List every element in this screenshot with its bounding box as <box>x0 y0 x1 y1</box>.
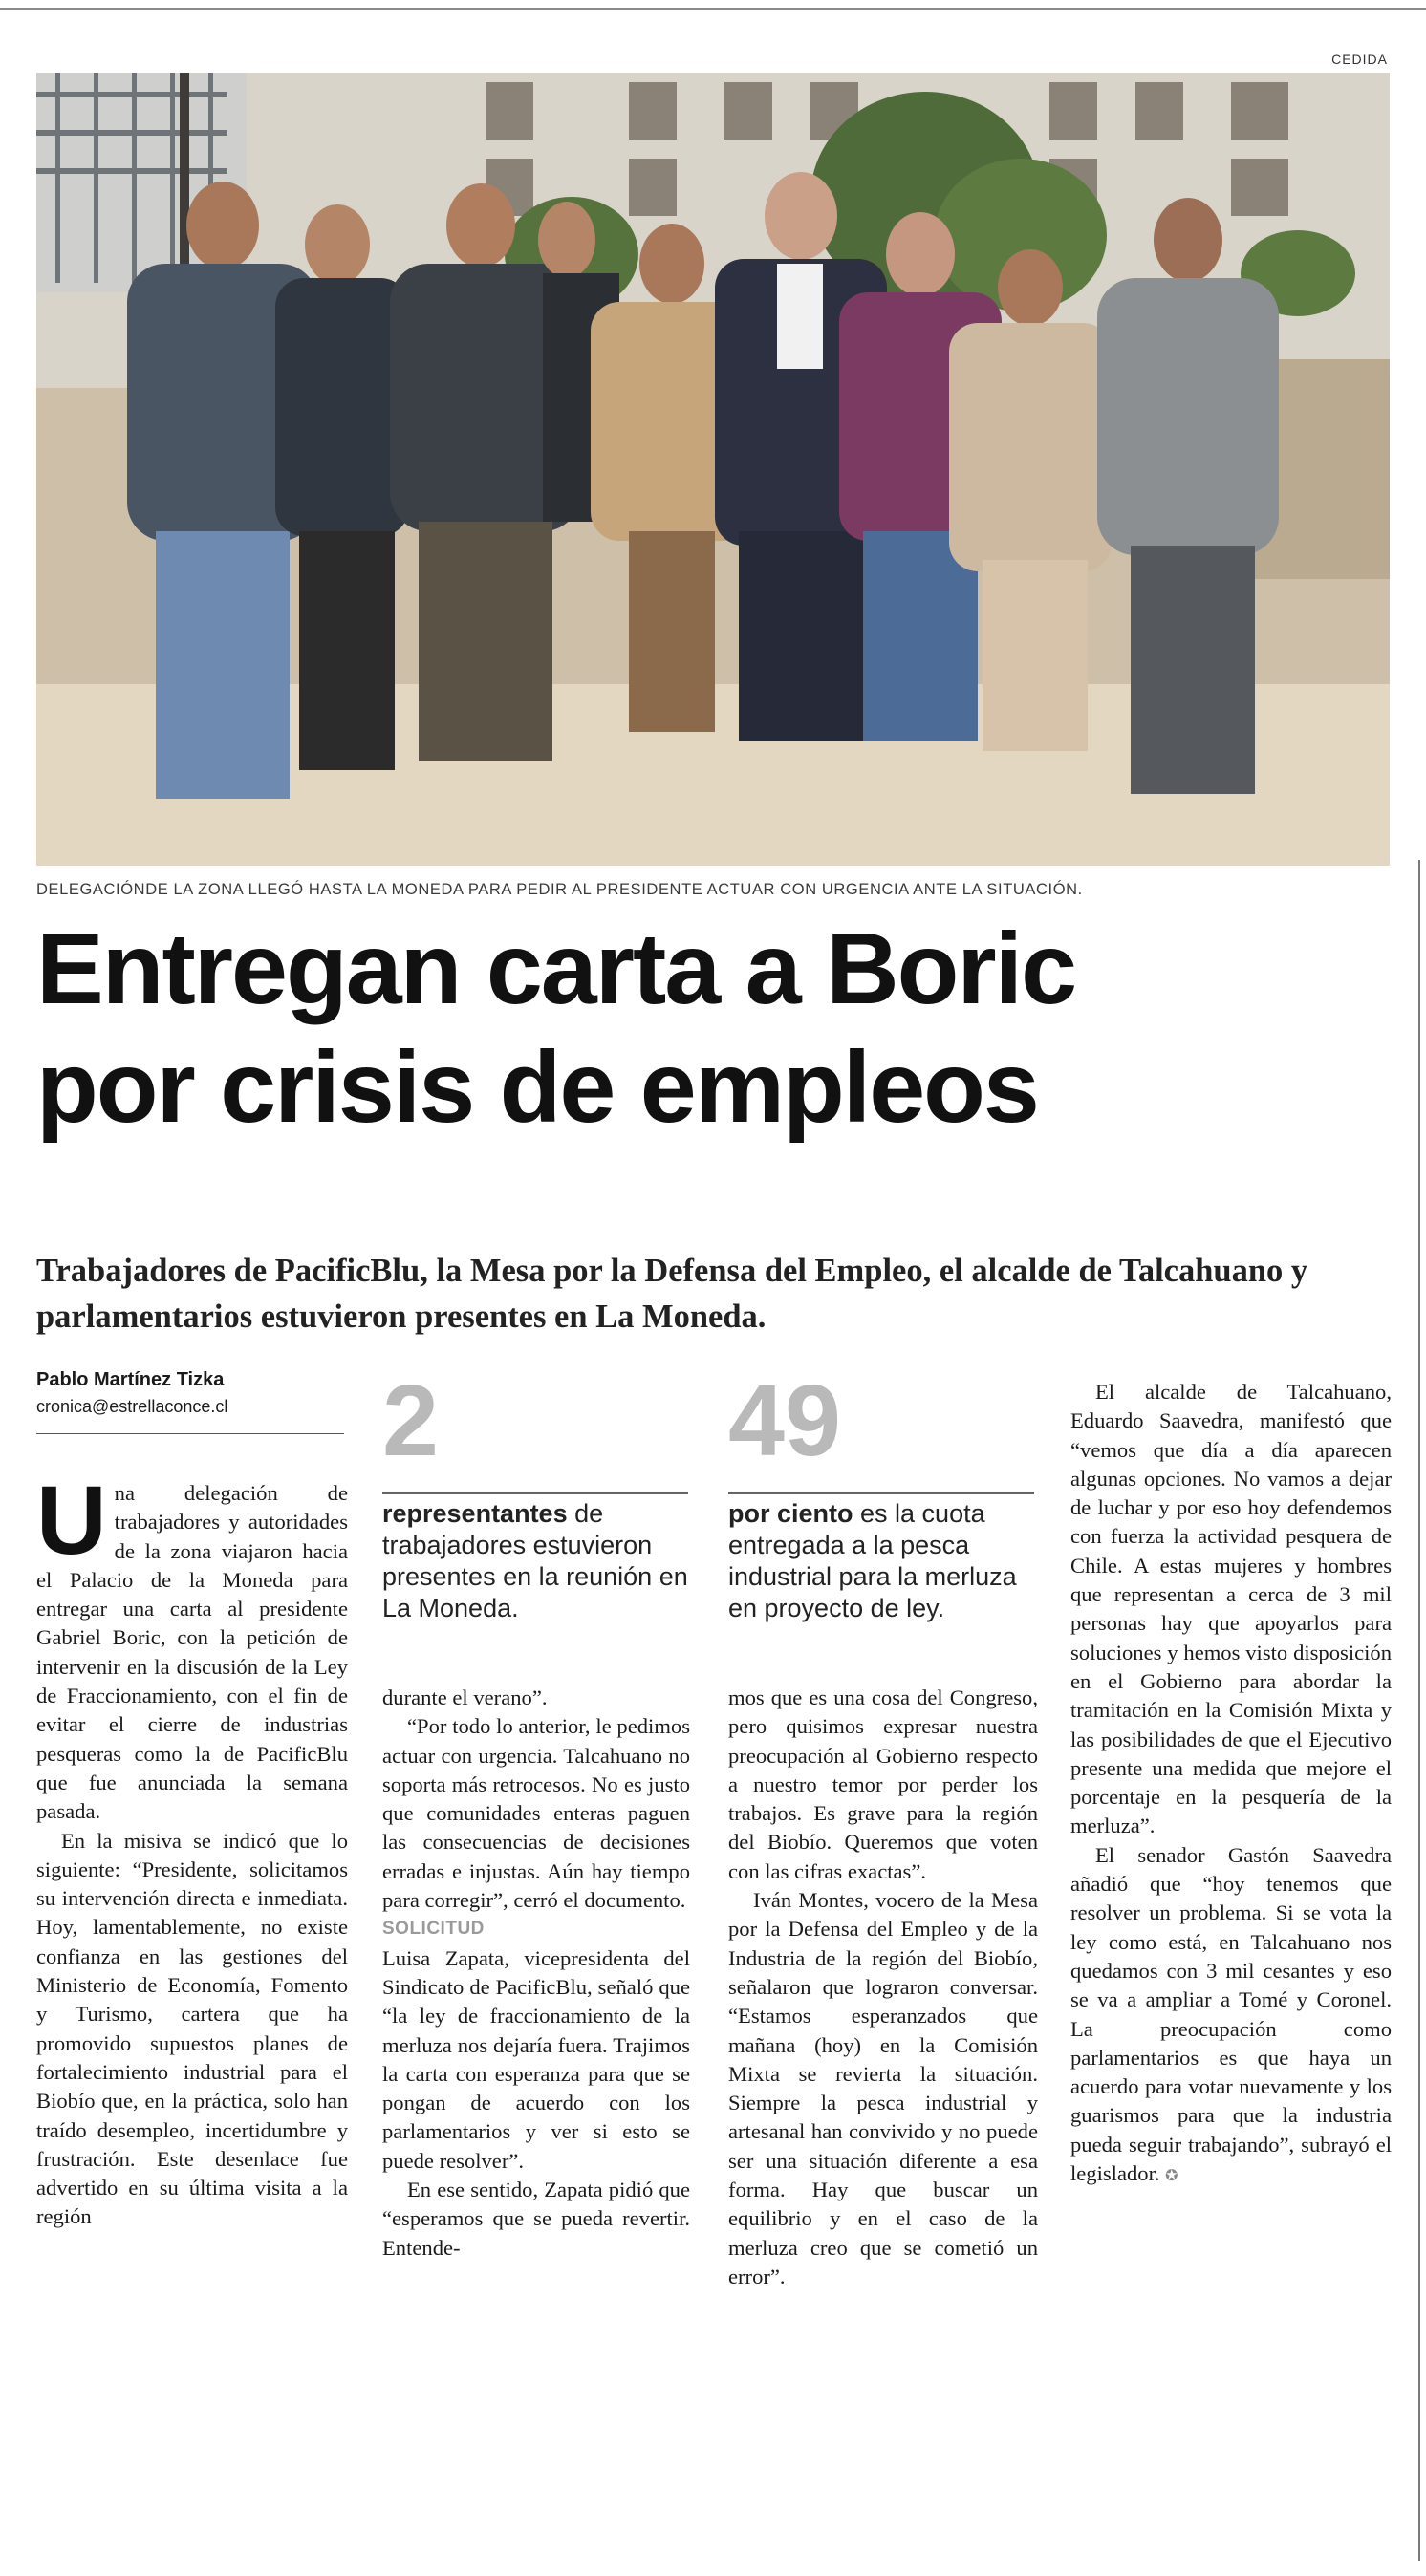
byline-rule <box>36 1433 344 1434</box>
paragraph-3: durante el verano”. <box>382 1685 548 1709</box>
paragraph-4: “Por todo lo anterior, le pedimos actuar con urgencia. Talcahuano no soporta más retrocesos. No es justo que comunidades enteras paguen las consecuencias de decisiones erradas e injustas. Aún hay tiempo para corregir”, cerró el documento. <box>382 1714 690 1913</box>
paragraph-1-text: na delegación de trabajadores y autoridades de la zona viajaron hacia el Palacio de la Moneda para entregar una carta al presidente Gabriel Boric, con la petición de intervenir en la discusión de la Ley de Fraccionamiento, con el fin de evitar el cierre de industrias pesqueras como la de PacificBlu que fue anunciada la semana pasada. <box>36 1481 348 1824</box>
byline-author: Pablo Martínez Tizka <box>36 1369 225 1390</box>
byline <box>36 1366 227 1420</box>
paragraph-7: mos que es una cosa del Congreso, pero quisimos expresar nuestra preocupación al Gobierno respecto a nuestro temor por perder los trabajos. Es grave para la región del Biobío. Queremos que voten con las cifras exactas”. <box>728 1685 1038 1883</box>
paragraph-6: En ese sentido, Zapata pidió que “esperamos que se pueda revertir. Entende- <box>382 2178 690 2260</box>
section-head-solicitud: SOLICITUD <box>382 1919 485 1940</box>
paragraph-1 <box>36 1466 348 1827</box>
stat-rule <box>382 1492 688 1494</box>
dropcap: U <box>36 1466 107 1575</box>
stat-bold-por-ciento: por ciento <box>728 1499 853 1528</box>
paragraph-2: En la misiva se indicó que lo siguiente: “Presidente, solicitamos su intervención directa e inmediata. Hoy, lamentablemente, no existe confianza en las gestiones del Ministerio de Economía, Fomento y Turismo, cartera que ha promovido supuestos planes de fortalecimiento industrial para el Biobío que, en la práctica, solo han traído desempleo, incertidumbre y frustración. Este desenlace fue advertido en su última visita a la región <box>36 1828 348 2229</box>
stat-text-por-ciento: es la cuota entregada a la pesca industrial para la merluza en proyecto de ley. <box>728 1499 1017 1622</box>
photo-caption: DELEGACIÓNDE LA ZONA LLEGÓ HASTA LA MONEDA PARA PEDIR AL PRESIDENTE ACTUAR CON URGENCIA ANTE LA SITUACIÓN. <box>36 881 1083 898</box>
paragraph-9: El alcalde de Talcahuano, Eduardo Saavedra, manifestó que “vemos que día a día aparecen algunas opciones. No vamos a dejar de luchar y por eso hoy defendemos con fuerza la actividad pesquera de Chile. A estas mujeres y hombres que representan a cerca de 3 mil personas hay que apoyarlos para soluciones y hemos visto disposición en el Gobierno para abordar la tramitación en la Comisión Mixta y las posibilidades de que el Ejecutivo presente una medida que mejore el porcentaje en la pesquería de la merluza”. <box>1070 1380 1392 1838</box>
paragraph-8: Iván Montes, vocero de la Mesa por la Defensa del Empleo y de la Industria de la región del Biobío, señalaron que lograron conversar. “Estamos esperanzados que mañana (hoy) en la Comisión Mixta se revierta la situación. Siempre la pesca industrial y artesanal han convivido y no puede ser una situación diferente a esa forma. Hay que buscar un equilibrio y en el caso de la merluza creo que se cometió un error”. <box>728 1888 1038 2288</box>
subheadline: Trabajadores de PacificBlu, la Mesa por la Defensa del Empleo, el alcalde de Talcahuano y parlamentarios estuvieron presentes en La Moneda. <box>36 1253 1308 1335</box>
headline-line-1: Entregan carta a Boric <box>36 912 1076 1025</box>
article-column-2 <box>382 1684 690 2263</box>
byline-email: cronica@estrellaconce.cl <box>36 1397 228 1416</box>
adjacent-column-edge <box>1413 860 1426 2561</box>
group-photo-illustration <box>36 73 1390 866</box>
paragraph-5: Luisa Zapata, vicepresidenta del Sindicato de PacificBlu, señaló que “la ley de fraccionamiento de la merluza nos dejaría fuera. Trajimos la carta con esperanza para que se pongan de acuerdo con los parlamentarios y ver si esto se puede resolver”. <box>382 1945 690 2173</box>
photo-credit: CEDIDA <box>1331 52 1388 67</box>
article-column-4 <box>1070 1378 1392 2190</box>
paragraph-10 <box>1070 1841 1392 2191</box>
top-rule <box>0 8 1426 10</box>
group-photo <box>36 73 1390 866</box>
stat-bold-representantes: representantes <box>382 1499 568 1528</box>
headline-line-2: por crisis de empleos <box>36 1031 1038 1144</box>
stat-rule <box>728 1492 1034 1494</box>
end-mark-icon: ✪ <box>1165 2166 1178 2185</box>
article-column-3 <box>728 1684 1038 2291</box>
stat-caption-representantes <box>382 1498 688 1624</box>
stat-number-por-ciento: 49 <box>728 1364 841 1477</box>
headline <box>36 910 1390 1147</box>
stat-text-representantes: de trabajadores estuvieron presentes en la reunión en La Moneda. <box>382 1499 688 1622</box>
stat-caption-por-ciento <box>728 1498 1034 1624</box>
paragraph-10-text: El senador Gastón Saavedra añadió que “hoy tenemos que resolver un problema. Si se vota la ley como está, en Talcahuano nos quedamos con 3 mil cesantes y eso se va a ampliar a Tomé y Coronel. La preocupación como parlamentarios es que haya un acuerdo para votar nuevamente y los guarismos para que la industria pueda seguir trabajando”, subrayó el legislador. <box>1070 1842 1392 2186</box>
article-column-1 <box>36 1466 348 2232</box>
stat-number-representantes: 2 <box>382 1364 439 1477</box>
